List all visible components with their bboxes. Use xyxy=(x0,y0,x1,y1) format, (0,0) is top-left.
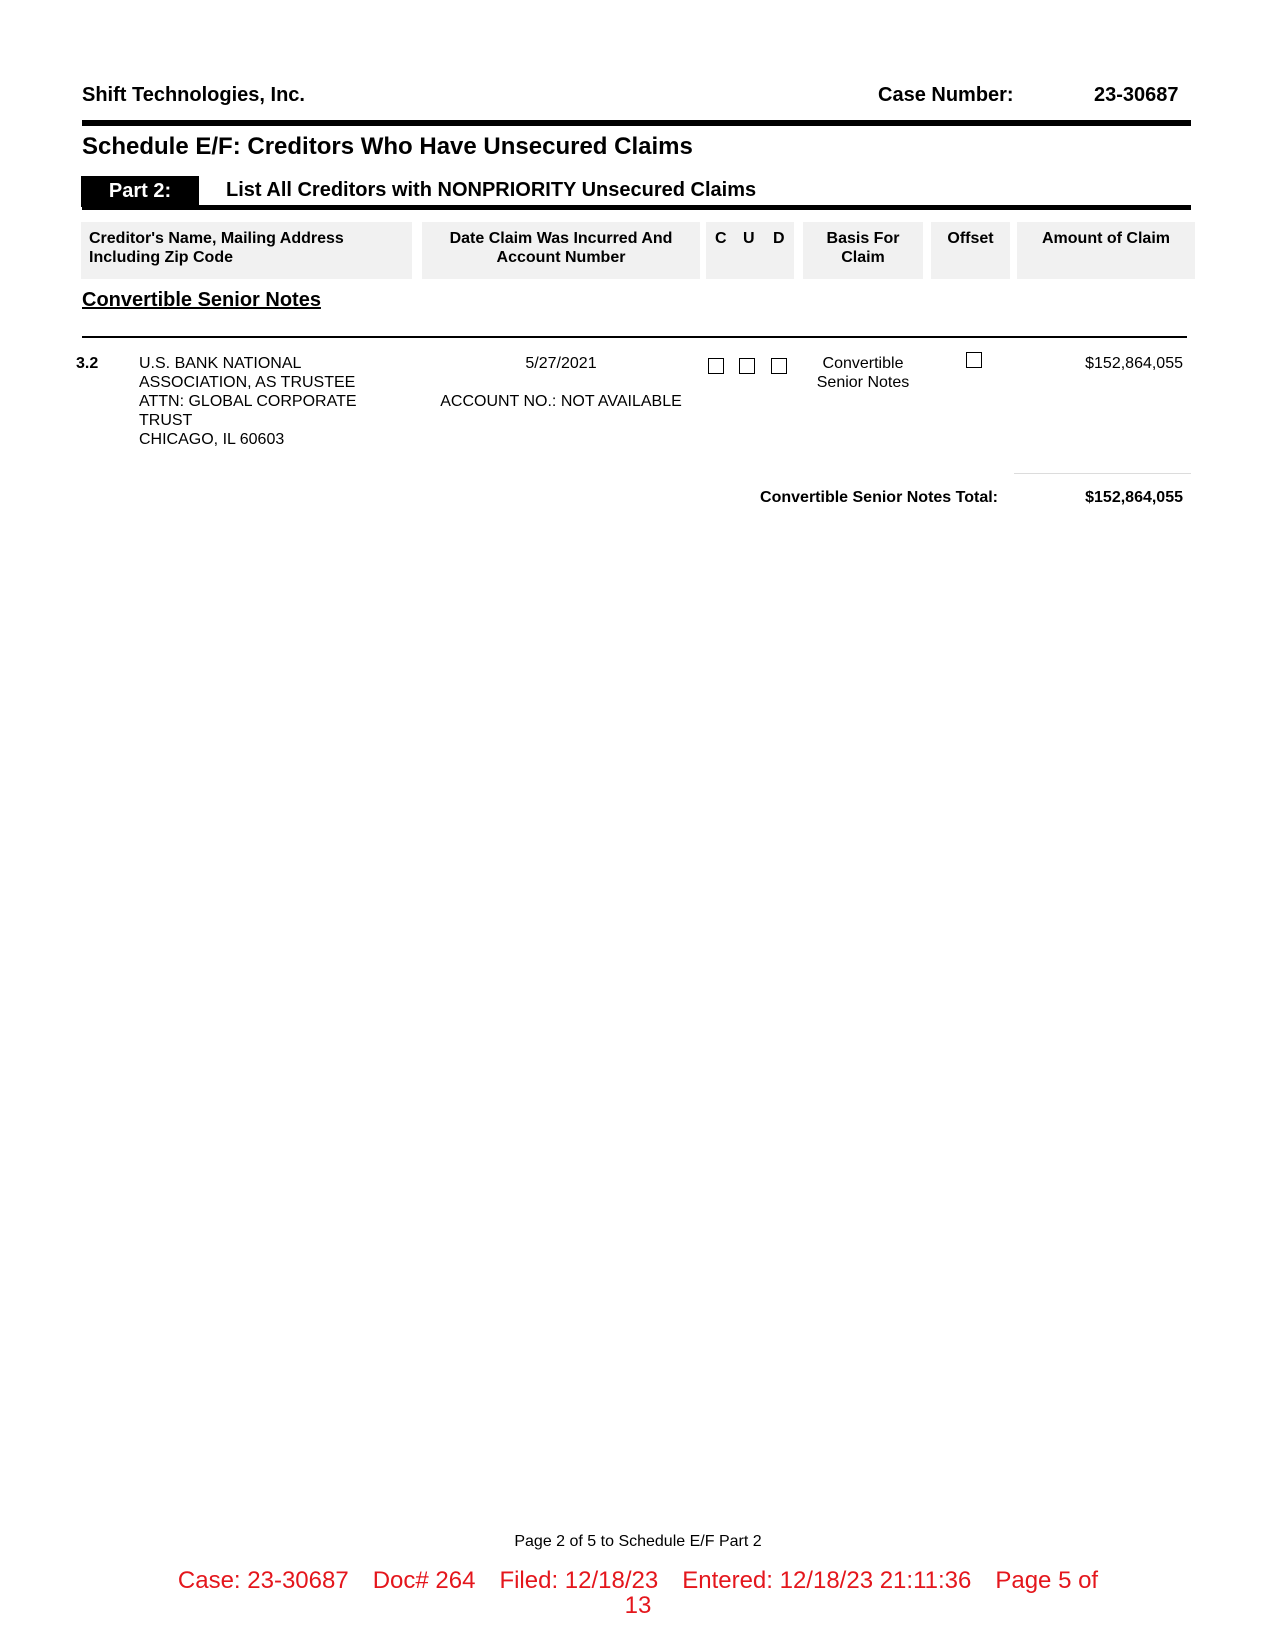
section-title: Convertible Senior Notes xyxy=(82,289,321,311)
creditor-address-line: ATTN: GLOBAL CORPORATE xyxy=(139,393,357,410)
part-title: List All Creditors with NONPRIORITY Unsecured Claims xyxy=(226,179,757,201)
stamp-case: Case: 23-30687 xyxy=(177,1567,349,1594)
disputed-checkbox xyxy=(771,358,787,374)
account-number: ACCOUNT NO.: NOT AVAILABLE xyxy=(440,393,682,410)
court-filing-stamp-line1 xyxy=(140,1568,1136,1593)
column-header-creditor-line2: Including Zip Code xyxy=(89,249,233,266)
column-header-c: C xyxy=(715,230,727,247)
debtor-name: Shift Technologies, Inc. xyxy=(82,84,305,106)
offset-checkbox xyxy=(966,352,982,368)
claim-basis xyxy=(803,354,923,392)
total-separator xyxy=(1014,473,1191,474)
creditor-address-line: ASSOCIATION, AS TRUSTEE xyxy=(139,374,356,391)
contingent-checkbox xyxy=(708,358,724,374)
creditor-address-line: TRUST xyxy=(139,412,193,429)
stamp-entered: Entered: 12/18/23 21:11:36 xyxy=(682,1567,972,1594)
page-footer: Page 2 of 5 to Schedule E/F Part 2 xyxy=(514,1533,762,1550)
header-rule xyxy=(82,120,1191,126)
section-rule xyxy=(82,336,1187,338)
claim-basis-line: Convertible xyxy=(822,355,904,372)
stamp-page: Page 5 of xyxy=(995,1567,1099,1594)
column-header-date-line1: Date Claim Was Incurred And xyxy=(449,230,673,247)
claim-date: 5/27/2021 xyxy=(525,355,597,372)
column-header-date-line2: Account Number xyxy=(496,249,626,266)
claim-amount: $152,864,055 xyxy=(1085,355,1183,372)
column-header-offset xyxy=(931,222,1010,279)
part-rule xyxy=(82,205,1191,210)
claim-number: 3.2 xyxy=(76,355,99,372)
stamp-page-total: 13 xyxy=(624,1592,652,1619)
column-header-date xyxy=(422,222,700,279)
unliquidated-checkbox xyxy=(739,358,755,374)
stamp-doc: Doc# 264 xyxy=(372,1567,476,1594)
column-header-d: D xyxy=(773,230,785,247)
section-total-amount: $152,864,055 xyxy=(1085,489,1183,506)
column-header-basis-line1: Basis For xyxy=(826,230,900,247)
column-header-basis-line2: Claim xyxy=(841,249,885,266)
creditor-address-line: CHICAGO, IL 60603 xyxy=(139,431,285,448)
column-header-amount xyxy=(1017,222,1195,279)
column-header-amount-text: Amount of Claim xyxy=(1042,230,1170,247)
column-header-basis xyxy=(803,222,923,279)
court-filing-stamp xyxy=(140,1568,1136,1618)
case-number-label: Case Number: xyxy=(878,84,1014,106)
column-header-cud xyxy=(706,222,794,279)
case-number: 23-30687 xyxy=(1094,84,1179,106)
claim-basis-line: Senior Notes xyxy=(816,374,910,391)
part-label xyxy=(81,176,199,207)
section-total-label: Convertible Senior Notes Total: xyxy=(760,489,998,506)
creditor-address-line: U.S. BANK NATIONAL xyxy=(139,355,302,372)
column-header-offset-text: Offset xyxy=(947,230,994,247)
schedule-title: Schedule E/F: Creditors Who Have Unsecured Claims xyxy=(82,133,693,160)
part-label-text: Part 2: xyxy=(108,180,172,202)
column-header-u: U xyxy=(743,230,755,247)
column-header-creditor-line1: Creditor's Name, Mailing Address xyxy=(89,230,344,247)
creditor-address xyxy=(139,354,357,449)
stamp-filed: Filed: 12/18/23 xyxy=(499,1567,659,1594)
column-header-creditor xyxy=(81,222,412,279)
